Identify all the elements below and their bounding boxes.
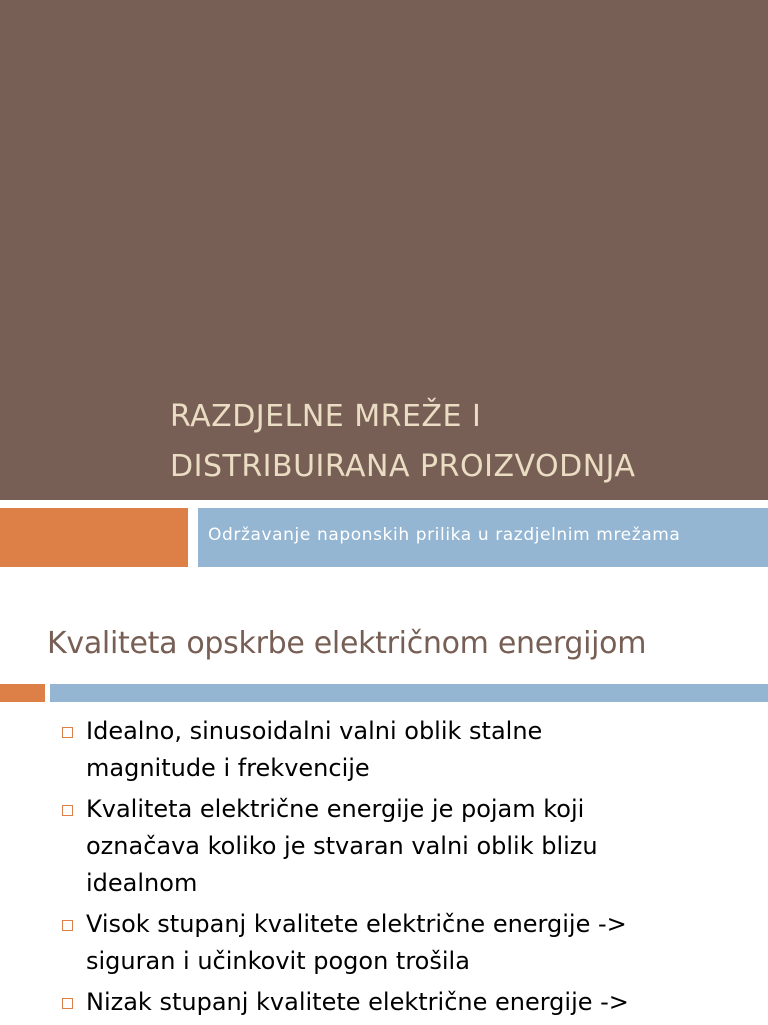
orange-accent-band xyxy=(0,508,188,567)
bullet-line: Kvaliteta električne energije je pojam koji xyxy=(86,795,585,823)
heading-blue-accent xyxy=(50,684,768,702)
bullet-line: siguran i učinkovit pogon trošila xyxy=(86,947,470,975)
bullet-line: Nizak stupanj kvalitete električne energije -> xyxy=(86,988,629,1016)
bullet-line: označava koliko je stvaran valni oblik blizu xyxy=(86,832,598,860)
bullet-list xyxy=(62,713,752,1025)
square-bullet-icon xyxy=(62,805,73,816)
bullet-line: magnitude i frekvencije xyxy=(86,754,370,782)
title-slide xyxy=(0,0,768,500)
bullet-item xyxy=(62,713,752,787)
title-line-2: DISTRIBUIRANA PROIZVODNJA xyxy=(170,449,636,484)
bullet-item xyxy=(62,791,752,902)
bullet-line: Visok stupanj kvalitete električne energije -> xyxy=(86,910,627,938)
square-bullet-icon xyxy=(62,998,73,1009)
slide-heading: Kvaliteta opskrbe električnom energijom xyxy=(47,626,647,661)
square-bullet-icon xyxy=(62,727,73,738)
presentation-title xyxy=(170,392,636,492)
square-bullet-icon xyxy=(62,920,73,931)
presentation-subtitle: Održavanje naponskih prilika u razdjelnim mrežama xyxy=(208,525,681,545)
title-line-1: RAZDJELNE MREŽE I xyxy=(170,399,482,434)
bullet-line: Idealno, sinusoidalni valni oblik stalne xyxy=(86,717,543,745)
heading-orange-accent xyxy=(0,684,45,702)
bullet-item xyxy=(62,906,752,980)
bullet-item xyxy=(62,984,752,1021)
bullet-line: idealnom xyxy=(86,869,198,897)
